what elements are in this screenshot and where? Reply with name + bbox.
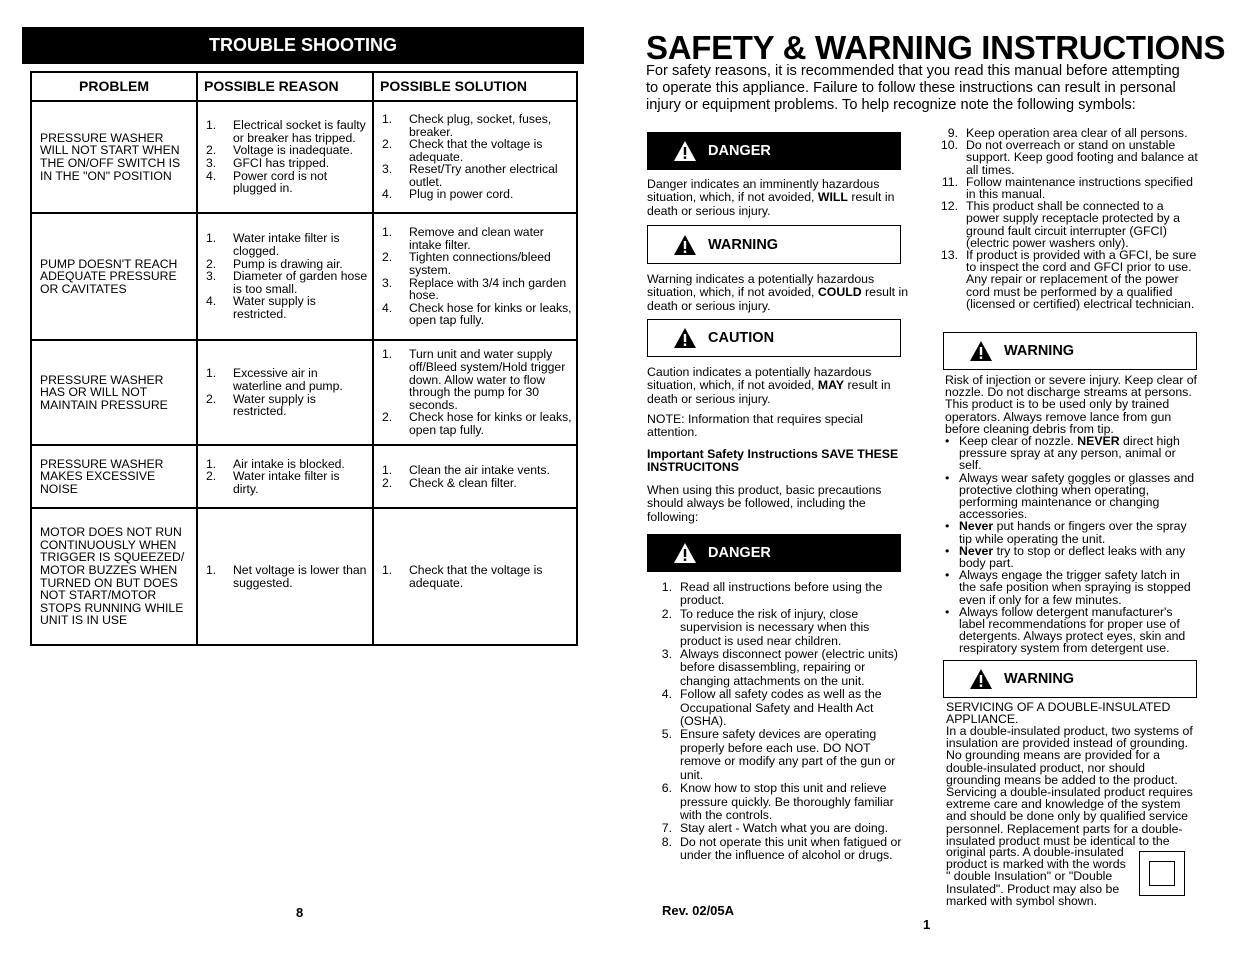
reason-list <box>206 232 368 320</box>
item-number: 7. <box>661 821 672 836</box>
bullet-icon: • <box>945 543 950 558</box>
item-text: Do not overreach or stand on unstable support. Keep good footing and balance at all times. <box>966 138 1198 177</box>
bullet-item <box>945 435 1198 472</box>
double-insulation-symbol-icon <box>1139 851 1185 896</box>
important-instructions: Important Safety Instructions SAVE THESE INSTRUCITONS <box>647 447 899 475</box>
item-text: Power cord is not plugged in. <box>233 168 328 196</box>
trouble-shooting-header: TROUBLE SHOOTING <box>22 27 584 64</box>
list-item <box>651 822 910 835</box>
warning-label-2: WARNING <box>1004 343 1075 359</box>
item-number: 2. <box>382 475 393 490</box>
item-number: 2. <box>382 410 393 425</box>
danger-box <box>647 132 901 170</box>
item-text: This product shall be connected to a power supply receptacle protected by a ground fault circuit interrupter (GFCI) (electric power washers only). <box>966 199 1180 250</box>
item-number: 4. <box>206 294 217 309</box>
table-row <box>31 213 577 340</box>
list-item <box>206 270 368 295</box>
list-item <box>936 139 1198 176</box>
table-row <box>31 340 577 445</box>
item-text: Stay alert - Watch what you are doing. <box>680 821 889 836</box>
solution-list <box>382 226 572 327</box>
warning-triangle-icon <box>674 543 696 563</box>
list-item <box>206 232 368 257</box>
item-text: Excessive air in waterline and pump. <box>233 366 343 393</box>
bullet-text: Never try to stop or deflect leaks with any body part. <box>959 543 1186 571</box>
solution-list <box>382 564 572 589</box>
item-text: If product is provided with a GFCI, be sure to inspect the cord and GFCI prior to use. Any repair or replacement of the power cord must be performed by a qualified (licensed or certified) electrical technician. <box>966 248 1197 311</box>
intro-paragraph: For safety reasons, it is recommended that you read this manual before attempting to operate this appliance. Failure to follow these instructions can result in personal injury or equipment problems. To help recognize note the following symbols: <box>646 63 1180 114</box>
servicing-text-tail <box>946 846 1136 907</box>
injection-bullet-list <box>945 435 1198 655</box>
item-text: Follow maintenance instructions specified in this manual. <box>966 174 1193 202</box>
item-number: 1. <box>382 111 393 126</box>
item-number: 1. <box>382 347 393 362</box>
item-text: GFCI has tripped. <box>233 156 330 170</box>
caution-box <box>647 319 901 357</box>
bullet-icon: • <box>945 470 950 485</box>
bullet-item <box>945 472 1198 521</box>
item-text: Check hose for kinks or leaks, open tap fully. <box>409 300 572 328</box>
item-text: Ensure safety devices are operating properly before each use. DO NOT remove or modify any part of the gun or unit. <box>680 727 896 782</box>
list-item <box>651 688 910 728</box>
item-number: 3. <box>382 275 393 290</box>
servicing-line: Insulated". Product may also be <box>946 881 1120 896</box>
caution-description: Caution indicates a potentially hazardous situation, which, if not avoided, MAY result in death or serious injury. <box>647 365 891 406</box>
safety-list-b <box>936 127 1198 310</box>
trouble-shooting-table <box>30 71 578 646</box>
item-text: Keep operation area clear of all persons. <box>966 126 1188 140</box>
header-possible-solution: POSSIBLE SOLUTION <box>373 72 577 101</box>
bullet-item <box>945 520 1198 544</box>
item-text: Water intake filter is dirty. <box>233 469 340 496</box>
item-number: 1. <box>382 562 393 577</box>
list-item <box>382 411 572 436</box>
list-item <box>206 170 368 195</box>
bullet-icon: • <box>945 568 950 583</box>
solution-list <box>382 348 572 436</box>
list-item <box>382 188 572 201</box>
item-number: 13. <box>940 248 958 263</box>
item-number: 2. <box>206 256 217 271</box>
item-text: Water intake filter is clogged. <box>233 231 340 259</box>
bullet-item <box>945 569 1198 606</box>
solution-list <box>382 464 572 489</box>
item-text: Check that the voltage is adequate. <box>409 562 543 590</box>
item-number: 5. <box>661 727 672 742</box>
header-problem: PROBLEM <box>31 72 197 101</box>
list-item <box>382 113 572 138</box>
item-text: Replace with 3/4 inch garden hose. <box>409 275 567 303</box>
item-number: 3. <box>382 162 393 177</box>
list-item <box>206 119 368 144</box>
list-item <box>936 176 1198 200</box>
warning-description: Warning indicates a potentially hazardous situation, which, if not avoided, COULD result in death or serious injury. <box>647 272 909 313</box>
item-number: 3. <box>206 156 217 170</box>
page-number-left: 8 <box>296 905 304 920</box>
item-text: Check that the voltage is adequate. <box>409 137 543 164</box>
item-text: Voltage is inadequate. <box>233 143 353 158</box>
reason-cell <box>197 101 373 213</box>
item-text: Check & clean filter. <box>409 475 517 490</box>
reason-list <box>206 458 368 496</box>
problem-cell: MOTOR DOES NOT RUN CONTINUOUSLY WHEN TRIGGER IS SQUEEZED/ MOTOR BUZZES WHEN TURNED ON BUT DOES NOT START/MOTOR STOPS RUNNING WHILE UNIT IS IN USE <box>31 508 197 645</box>
bullet-text: Never put hands or fingers over the spray tip while operating the unit. <box>959 519 1187 546</box>
item-text: Turn unit and water supply off/Bleed system/Hold trigger down. Allow water to flow through the pump for 30 seconds. <box>409 347 566 412</box>
warning-box <box>647 225 901 264</box>
warning-triangle-icon <box>970 341 992 361</box>
item-text: Know how to stop this unit and relieve pressure quickly. Be thoroughly familiar with the controls. <box>680 781 894 822</box>
danger-box-2 <box>647 534 901 572</box>
danger-label-2: DANGER <box>708 545 771 561</box>
list-item <box>651 782 910 822</box>
servicing-title: SERVICING OF A DOUBLE-INSULATED APPLIANCE. <box>946 700 1171 727</box>
list-item <box>651 608 910 648</box>
servicing-text: In a double-insulated product, two systems of insulation are provided instead of grounding. No grounding means are provided for a double-insulated product, nor should grounding means be added to the product. Servicing a double-insulated product requires extreme care and knowledge of the system and should be done only by qualified service personnel. Replacement parts for a double-insulated product must be identical to the <box>946 724 1193 848</box>
bullet-icon: • <box>945 519 950 534</box>
item-number: 4. <box>661 687 672 702</box>
item-number: 2. <box>382 250 393 265</box>
item-text: Water supply is restricted. <box>233 294 316 321</box>
item-text: Plug in power cord. <box>409 187 514 202</box>
item-number: 1. <box>206 231 217 246</box>
item-number: 4. <box>382 300 393 315</box>
bullet-text: Keep clear of nozzle. NEVER direct high pressure spray at any person, animal or self. <box>959 434 1180 473</box>
table-row <box>31 508 577 645</box>
item-text: Always disconnect power (electric units) before disassembling, repairing or changing attachments on the unit. <box>680 647 899 688</box>
item-number: 1. <box>206 456 217 471</box>
servicing-line: marked with symbol shown. <box>946 893 1098 908</box>
problem-cell: PUMP DOESN'T REACH ADEQUATE PRESSURE OR CAVITATES <box>31 213 197 340</box>
item-number: 1. <box>382 225 393 240</box>
item-number: 4. <box>382 187 393 202</box>
reason-list <box>206 564 368 589</box>
bullet-item <box>945 606 1198 655</box>
solution-cell <box>373 213 577 340</box>
solution-cell <box>373 101 577 213</box>
item-number: 2. <box>206 391 217 406</box>
reason-cell <box>197 340 373 445</box>
item-number: 2. <box>206 143 217 158</box>
danger-label: DANGER <box>708 143 771 159</box>
item-number: 11. <box>941 174 958 189</box>
warning-label: WARNING <box>708 236 779 253</box>
warning-label-3: WARNING <box>1004 671 1075 687</box>
problem-cell: PRESSURE WASHER HAS OR WILL NOT MAINTAIN PRESSURE <box>31 340 197 445</box>
solution-cell <box>373 445 577 508</box>
reason-cell <box>197 213 373 340</box>
list-item <box>206 157 368 170</box>
warning-triangle-icon <box>970 669 992 689</box>
item-text: Remove and clean water intake filter. <box>409 225 544 252</box>
item-number: 4. <box>206 168 217 183</box>
item-text: Check plug, socket, fuses, breaker. <box>409 111 552 139</box>
reason-list <box>206 119 368 195</box>
item-number: 8. <box>661 834 672 849</box>
servicing-line: " double Insulation" or "Double <box>946 869 1113 884</box>
item-number: 2. <box>206 469 217 484</box>
item-number: 1. <box>206 118 217 133</box>
item-number: 3. <box>206 269 217 284</box>
list-item <box>382 251 572 276</box>
header-possible-reason: POSSIBLE REASON <box>197 72 373 101</box>
list-item <box>206 393 368 418</box>
item-number: 1. <box>206 366 217 381</box>
solution-cell <box>373 508 577 645</box>
list-item <box>651 836 910 863</box>
item-text: To reduce the risk of injury, close supervision is necessary when this product is used near children. <box>680 606 870 648</box>
list-item <box>651 648 910 688</box>
list-item <box>382 477 572 490</box>
solution-list <box>382 113 572 201</box>
problem-cell: PRESSURE WASHER WILL NOT START WHEN THE ON/OFF SWITCH IS IN THE "ON" POSITION <box>31 101 197 213</box>
item-text: Electrical socket is faulty or breaker has tripped. <box>233 118 366 145</box>
bullet-item <box>945 545 1198 569</box>
reason-cell <box>197 508 373 645</box>
bullet-text: Always engage the trigger safety latch in the safe position when spraying is stopped even if only for a few minutes. <box>959 568 1191 607</box>
bullet-text: Always wear safety goggles or glasses and protective clothing when operating, performing maintenance or changing accessories. <box>959 470 1195 522</box>
warning-box-3 <box>943 660 1197 698</box>
item-text: Reset/Try another electrical outlet. <box>409 162 558 189</box>
bullet-icon: • <box>945 604 950 619</box>
list-item <box>651 581 910 608</box>
list-item <box>936 249 1198 310</box>
item-text: Air intake is blocked. <box>233 456 345 471</box>
item-text: Tighten connections/bleed system. <box>409 250 551 277</box>
reason-cell <box>197 445 373 508</box>
item-text: Follow all safety codes as well as the Occupational Safety and Health Act (OSHA). <box>680 687 882 729</box>
warning-triangle-icon <box>674 328 696 348</box>
list-item <box>382 464 572 477</box>
list-item <box>382 163 572 188</box>
page-number-right: 1 <box>923 917 931 932</box>
danger-description: Danger indicates an imminently hazardous situation, which, if not avoided, WILL result in death or serious injury. <box>647 177 895 218</box>
note-text: NOTE: Information that requires special attention. <box>647 412 863 440</box>
table-header-row <box>31 72 577 101</box>
servicing-line: original parts. A double-insulated <box>946 845 1124 859</box>
reason-list <box>206 367 368 417</box>
item-text: Read all instructions before using the product. <box>680 580 883 608</box>
item-text: Net voltage is lower than suggested. <box>233 562 367 590</box>
list-item <box>382 564 572 589</box>
list-item <box>936 200 1198 249</box>
table-row <box>31 101 577 213</box>
item-number: 1. <box>661 580 672 594</box>
precautions-text: When using this product, basic precautions should always be followed, including the following: <box>647 483 882 524</box>
item-number: 6. <box>661 781 672 796</box>
item-text: Pump is drawing air. <box>233 256 343 271</box>
problem-cell: PRESSURE WASHER MAKES EXCESSIVE NOISE <box>31 445 197 508</box>
safety-list-a <box>651 581 910 863</box>
item-number: 2. <box>382 137 393 152</box>
list-item <box>382 226 572 251</box>
list-item <box>206 564 368 589</box>
list-item <box>382 302 572 327</box>
item-number: 2. <box>661 606 672 621</box>
item-text: Check hose for kinks or leaks, open tap fully. <box>409 410 572 437</box>
item-number: 1. <box>382 462 393 477</box>
table-row <box>31 445 577 508</box>
solution-cell <box>373 340 577 445</box>
list-item <box>382 277 572 302</box>
item-number: 1. <box>206 562 217 577</box>
servicing-line: product is marked with the words <box>946 857 1126 872</box>
list-item <box>206 295 368 320</box>
list-item <box>206 367 368 392</box>
list-item <box>651 728 910 782</box>
bullet-icon: • <box>945 434 950 448</box>
list-item <box>382 348 572 411</box>
warning-box-2 <box>943 332 1197 370</box>
list-item <box>206 470 368 495</box>
revision-label: Rev. 02/05A <box>662 903 735 918</box>
warning-triangle-icon <box>674 141 696 161</box>
item-text: Do not operate this unit when fatigued or under the influence of alcohol or drugs. <box>680 834 902 863</box>
item-number: 9. <box>947 126 958 140</box>
item-number: 12. <box>940 199 958 214</box>
item-text: Clean the air intake vents. <box>409 462 550 477</box>
page-title: SAFETY & WARNING INSTRUCTIONS <box>646 29 1226 66</box>
list-item <box>382 138 572 163</box>
item-text: Diameter of garden hose is too small. <box>233 269 368 296</box>
bullet-text: Always follow detergent manufacturer's label recommendations for proper use of detergents. Always protect eyes, skin and respiratory system from detergent use. <box>959 604 1186 656</box>
injection-warning-text: Risk of injection or severe injury. Keep clear of nozzle. Do not discharge streams at persons. This product is to be used only by trained operators. Always remove lance from gun before cleaning debris from tip. <box>945 373 1197 436</box>
item-number: 10. <box>940 138 958 153</box>
caution-label: CAUTION <box>708 330 775 346</box>
warning-triangle-icon <box>674 235 696 255</box>
item-number: 3. <box>661 647 672 662</box>
item-text: Water supply is restricted. <box>233 391 316 419</box>
